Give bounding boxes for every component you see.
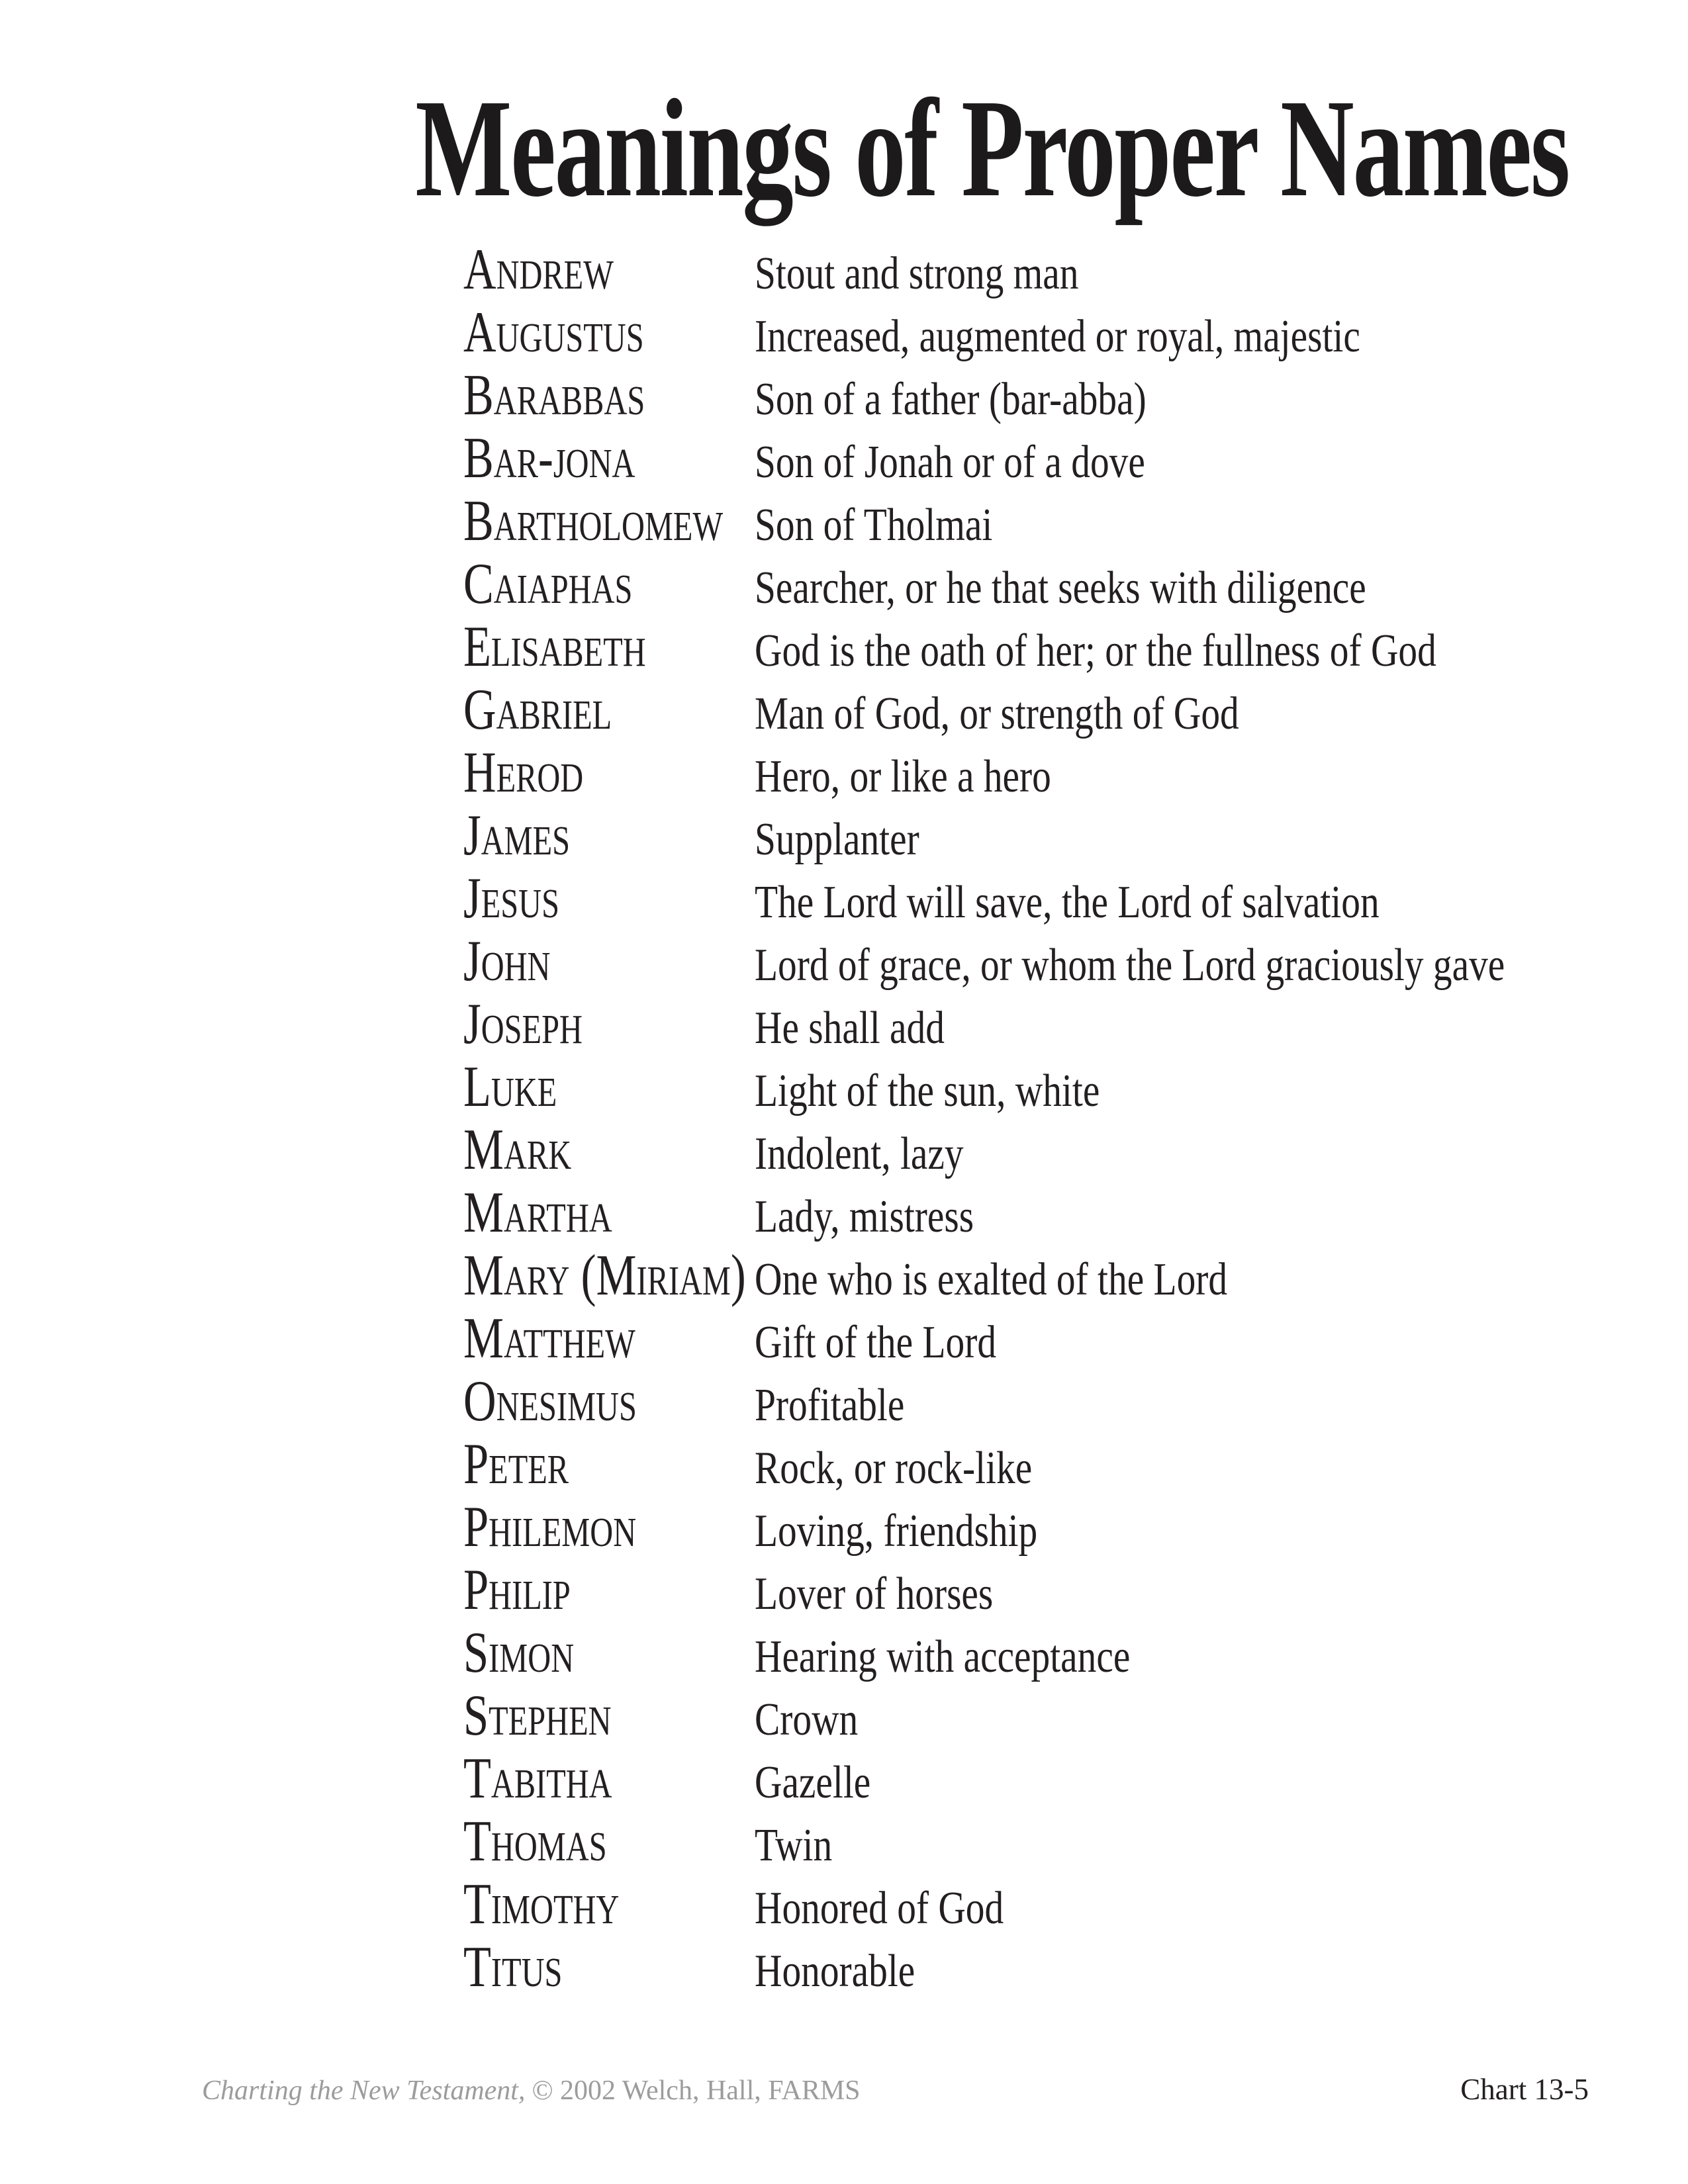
name-text: Jesus (463, 866, 559, 931)
meaning-cell (755, 804, 955, 875)
meaning-cell (755, 1370, 937, 1441)
name-text: Philemon (463, 1495, 637, 1559)
meaning-text: Searcher, or he that seeks with diligence (755, 563, 1366, 614)
meaning-text: Twin (755, 1820, 833, 1871)
meaning-text: Profitable (755, 1380, 905, 1431)
meaning-cell (755, 1181, 1022, 1252)
meaning-text: Lady, mistress (755, 1191, 974, 1242)
meaning-cell (755, 1056, 1176, 1126)
name-text: Onesimus (463, 1369, 637, 1433)
table-row (463, 1684, 1669, 1747)
names-table (463, 238, 1669, 1999)
meaning-cell (755, 238, 1150, 309)
name-text: Stephen (463, 1684, 612, 1748)
meaning-cell (755, 364, 1233, 435)
table-row (463, 238, 1669, 301)
name-cell (463, 1118, 755, 1181)
name-cell (463, 615, 755, 678)
meaning-cell (755, 993, 986, 1064)
name-cell (463, 553, 755, 615)
meaning-cell (755, 1118, 1009, 1189)
name-text: Augustus (463, 300, 644, 365)
meaning-text: Rock, or rock-like (755, 1443, 1033, 1494)
table-row (463, 1118, 1669, 1181)
table-row (463, 1621, 1669, 1684)
table-row (463, 804, 1669, 867)
footer-source (202, 2077, 861, 2105)
name-cell (463, 1433, 755, 1496)
meaning-cell (755, 1496, 1100, 1567)
table-row (463, 741, 1669, 804)
table-row (463, 427, 1669, 490)
name-cell (463, 364, 755, 427)
name-text: Matthew (463, 1306, 635, 1371)
meaning-text: Gift of the Lord (755, 1317, 997, 1368)
meaning-text: Hearing with acceptance (755, 1631, 1131, 1682)
table-row (463, 1307, 1669, 1370)
table-row (463, 1936, 1669, 1999)
meaning-cell (755, 867, 1517, 938)
meaning-text: Hero, or like a hero (755, 751, 1051, 802)
meaning-cell (755, 1684, 881, 1755)
meaning-text: Lover of horses (755, 1569, 994, 1619)
name-text: James (463, 803, 571, 868)
meaning-cell (755, 1244, 1331, 1315)
meaning-cell (755, 553, 1501, 623)
table-row (463, 301, 1669, 364)
name-text: Peter (463, 1432, 569, 1496)
name-text: Tabitha (463, 1747, 612, 1811)
meaning-text: Increased, augmented or royal, majestic (755, 311, 1360, 362)
meaning-cell (755, 615, 1586, 686)
name-cell (463, 741, 755, 804)
meaning-text: Honorable (755, 1946, 915, 1997)
name-cell (463, 930, 755, 993)
meaning-text: The Lord will save, the Lord of salvation (755, 877, 1380, 928)
meaning-text: Loving, friendship (755, 1506, 1038, 1557)
meaning-cell (755, 1747, 896, 1818)
name-text: Philip (463, 1558, 571, 1622)
name-cell (463, 867, 755, 930)
table-row (463, 1370, 1669, 1433)
name-cell (463, 427, 755, 490)
meaning-text: Honored of God (755, 1883, 1004, 1934)
table-row (463, 1747, 1669, 1810)
name-text: Herod (463, 741, 584, 805)
name-cell (463, 238, 755, 301)
name-text: Thomas (463, 1809, 607, 1874)
name-text: Luke (463, 1055, 557, 1119)
page-title (202, 70, 1589, 226)
name-text: Elisabeth (463, 615, 646, 679)
name-text: Mary (Miriam) (463, 1244, 746, 1308)
table-row (463, 1496, 1669, 1559)
name-cell (463, 1181, 755, 1244)
name-cell (463, 1936, 755, 1999)
meaning-cell (755, 1559, 1045, 1629)
name-cell (463, 678, 755, 741)
meaning-text: Man of God, or strength of God (755, 688, 1239, 739)
table-row (463, 1433, 1669, 1496)
name-cell (463, 1056, 755, 1118)
meaning-cell (755, 741, 1116, 812)
name-cell (463, 1559, 755, 1621)
name-cell (463, 1307, 755, 1370)
name-text: Martha (463, 1181, 612, 1245)
meaning-text: Light of the sun, white (755, 1066, 1100, 1116)
name-text: Joseph (463, 992, 583, 1056)
meaning-cell (755, 490, 1045, 561)
meaning-cell (755, 1936, 950, 2007)
table-row (463, 364, 1669, 427)
name-text: Mark (463, 1118, 572, 1182)
name-text: Timothy (463, 1872, 620, 1936)
name-cell (463, 1810, 755, 1873)
name-cell (463, 1496, 755, 1559)
meaning-cell (755, 1433, 1093, 1504)
name-text: Bar-jona (463, 426, 635, 490)
table-row (463, 553, 1669, 615)
meaning-text: Lord of grace, or whom the Lord graciously gave (755, 940, 1505, 991)
name-cell (463, 1370, 755, 1433)
meaning-text: God is the oath of her; or the fullness of God (755, 625, 1436, 676)
meaning-cell (755, 301, 1493, 372)
name-cell (463, 1244, 755, 1307)
table-row (463, 993, 1669, 1056)
name-text: Gabriel (463, 678, 612, 742)
meaning-text: Son of Jonah or of a dove (755, 437, 1145, 488)
name-text: Simon (463, 1621, 575, 1685)
page-title-text: Meanings of Proper Names (415, 70, 1570, 226)
meaning-cell (755, 930, 1669, 1001)
table-row (463, 1181, 1669, 1244)
table-row (463, 615, 1669, 678)
table-row (463, 678, 1669, 741)
meaning-text: One who is exalted of the Lord (755, 1254, 1228, 1305)
meaning-cell (755, 1873, 1058, 1944)
meaning-text: Stout and strong man (755, 248, 1079, 299)
footer-chart-label: Chart 13-5 (1460, 2073, 1589, 2106)
name-text: Andrew (463, 238, 614, 302)
footer-source-title: Charting the New Testament, (202, 2075, 526, 2106)
meaning-text: Son of Tholmai (755, 500, 993, 551)
name-text: Caiaphas (463, 552, 633, 616)
name-cell (463, 301, 755, 364)
meaning-cell (755, 1810, 849, 1881)
table-row (463, 1810, 1669, 1873)
name-cell (463, 804, 755, 867)
table-row (463, 930, 1669, 993)
meaning-cell (755, 1621, 1213, 1692)
table-row (463, 1056, 1669, 1118)
meaning-cell (755, 427, 1231, 498)
name-text: Barabbas (463, 363, 645, 428)
name-cell (463, 1747, 755, 1810)
meaning-text: Supplanter (755, 814, 919, 865)
meaning-text: Indolent, lazy (755, 1128, 964, 1179)
table-row (463, 1244, 1669, 1307)
name-cell (463, 490, 755, 553)
table-row (463, 1559, 1669, 1621)
table-row (463, 490, 1669, 553)
meaning-text: He shall add (755, 1003, 945, 1054)
footer-source-rest: © 2002 Welch, Hall, FARMS (532, 2075, 861, 2106)
name-text: John (463, 929, 551, 993)
name-cell (463, 993, 755, 1056)
table-row (463, 1873, 1669, 1936)
meaning-cell (755, 678, 1345, 749)
name-cell (463, 1873, 755, 1936)
meaning-text: Crown (755, 1694, 859, 1745)
name-text: Bartholomew (463, 489, 724, 553)
table-row (463, 867, 1669, 930)
meaning-cell (755, 1307, 1049, 1378)
name-text: Titus (463, 1935, 563, 1999)
name-cell (463, 1621, 755, 1684)
meaning-text: Gazelle (755, 1757, 871, 1808)
name-cell (463, 1684, 755, 1747)
meaning-text: Son of a father (bar-abba) (755, 374, 1147, 425)
